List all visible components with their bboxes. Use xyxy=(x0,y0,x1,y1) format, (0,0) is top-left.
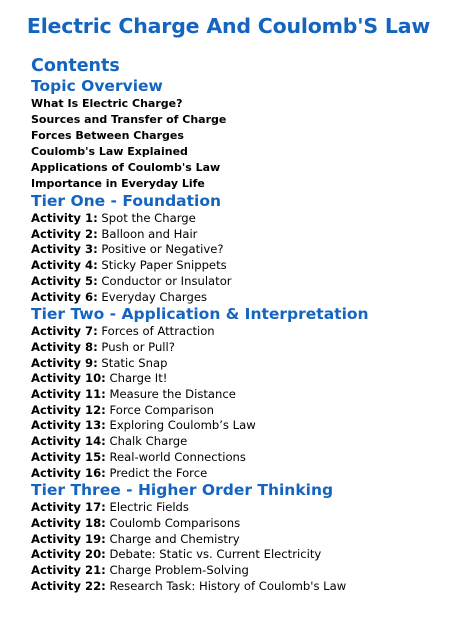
table-of-contents xyxy=(31,55,451,594)
overview-item: What Is Electric Charge? xyxy=(31,97,183,110)
activity-label: Activity 12: xyxy=(31,402,106,417)
tier-two-section xyxy=(31,305,451,481)
activity-title: Debate: Static vs. Current Electricity xyxy=(109,547,322,562)
activity-item xyxy=(31,227,451,243)
activity-item xyxy=(31,387,451,403)
activity-item xyxy=(31,340,451,356)
activity-label: Activity 10: xyxy=(31,371,106,386)
activity-label: Activity 15: xyxy=(31,449,106,464)
activity-item xyxy=(31,211,451,227)
activity-label: Activity 22: xyxy=(31,578,106,593)
overview-item: Forces Between Charges xyxy=(31,129,184,142)
activity-label: Activity 14: xyxy=(31,434,106,449)
activity-title: Force Comparison xyxy=(109,402,214,417)
tier-two-heading: Tier Two - Application & Interpretation xyxy=(31,305,369,324)
activity-item xyxy=(31,324,451,340)
overview-item: Sources and Transfer of Charge xyxy=(31,113,227,126)
activity-label: Activity 21: xyxy=(31,563,106,578)
activity-title: Chalk Charge xyxy=(109,434,188,449)
topic-overview-heading: Topic Overview xyxy=(31,77,163,95)
activity-title: Push or Pull? xyxy=(101,339,175,354)
activity-title: Spot the Charge xyxy=(101,211,196,225)
activity-title: Static Snap xyxy=(101,355,168,370)
contents-heading: Contents xyxy=(31,56,120,76)
activity-title: Charge It! xyxy=(109,371,168,386)
activity-item xyxy=(31,547,451,563)
activity-title: Everyday Charges xyxy=(101,289,208,304)
activity-title: Real-world Connections xyxy=(109,449,246,464)
activity-title: Electric Fields xyxy=(109,500,189,515)
overview-item: Applications of Coulomb's Law xyxy=(31,161,221,174)
activity-item xyxy=(31,500,451,516)
document-title: Electric Charge And Coulomb'S Law xyxy=(26,14,431,38)
activity-title: Coulomb Comparisons xyxy=(109,515,241,530)
activity-label: Activity 1: xyxy=(31,211,98,225)
overview-item: Coulomb's Law Explained xyxy=(31,145,188,158)
activity-item xyxy=(31,516,451,532)
activity-title: Research Task: History of Coulomb's Law xyxy=(109,578,347,593)
activity-label: Activity 2: xyxy=(31,226,98,241)
overview-item: Importance in Everyday Life xyxy=(31,177,205,190)
activity-item xyxy=(31,371,451,387)
activity-title: Predict the Force xyxy=(109,465,208,480)
activity-item xyxy=(31,418,451,434)
activity-item xyxy=(31,356,451,372)
activity-title: Conductor or Insulator xyxy=(101,273,232,288)
activity-label: Activity 19: xyxy=(31,531,106,546)
activity-title: Sticky Paper Snippets xyxy=(101,258,227,273)
activity-title: Forces of Attraction xyxy=(101,324,215,339)
activity-title: Exploring Coulomb’s Law xyxy=(109,418,256,433)
activity-label: Activity 7: xyxy=(31,324,98,339)
activity-label: Activity 6: xyxy=(31,289,98,304)
activity-item xyxy=(31,450,451,466)
topic-overview-section xyxy=(31,77,451,192)
tier-three-heading: Tier Three - Higher Order Thinking xyxy=(31,481,334,500)
tier-one-section xyxy=(31,192,451,305)
activity-item xyxy=(31,579,451,595)
activity-item xyxy=(31,563,451,579)
tier-one-heading: Tier One - Foundation xyxy=(31,192,222,210)
activity-title: Charge and Chemistry xyxy=(109,531,240,546)
activity-label: Activity 8: xyxy=(31,339,98,354)
activity-label: Activity 13: xyxy=(31,418,106,433)
activity-label: Activity 11: xyxy=(31,387,106,402)
activity-title: Balloon and Hair xyxy=(101,226,198,241)
activity-label: Activity 4: xyxy=(31,258,98,273)
activity-label: Activity 3: xyxy=(31,242,98,257)
activity-item xyxy=(31,466,451,482)
activity-item xyxy=(31,242,451,258)
activity-label: Activity 16: xyxy=(31,465,106,480)
activity-title: Charge Problem-Solving xyxy=(109,563,249,578)
activity-label: Activity 9: xyxy=(31,355,98,370)
activity-title: Positive or Negative? xyxy=(101,242,224,257)
activity-item xyxy=(31,290,451,306)
activity-label: Activity 18: xyxy=(31,515,106,530)
activity-item xyxy=(31,434,451,450)
activity-item xyxy=(31,274,451,290)
activity-item xyxy=(31,258,451,274)
activity-label: Activity 17: xyxy=(31,500,106,515)
activity-item xyxy=(31,403,451,419)
tier-three-section xyxy=(31,481,451,594)
activity-item xyxy=(31,532,451,548)
activity-label: Activity 5: xyxy=(31,273,98,288)
activity-label: Activity 20: xyxy=(31,547,106,562)
activity-title: Measure the Distance xyxy=(109,387,236,402)
